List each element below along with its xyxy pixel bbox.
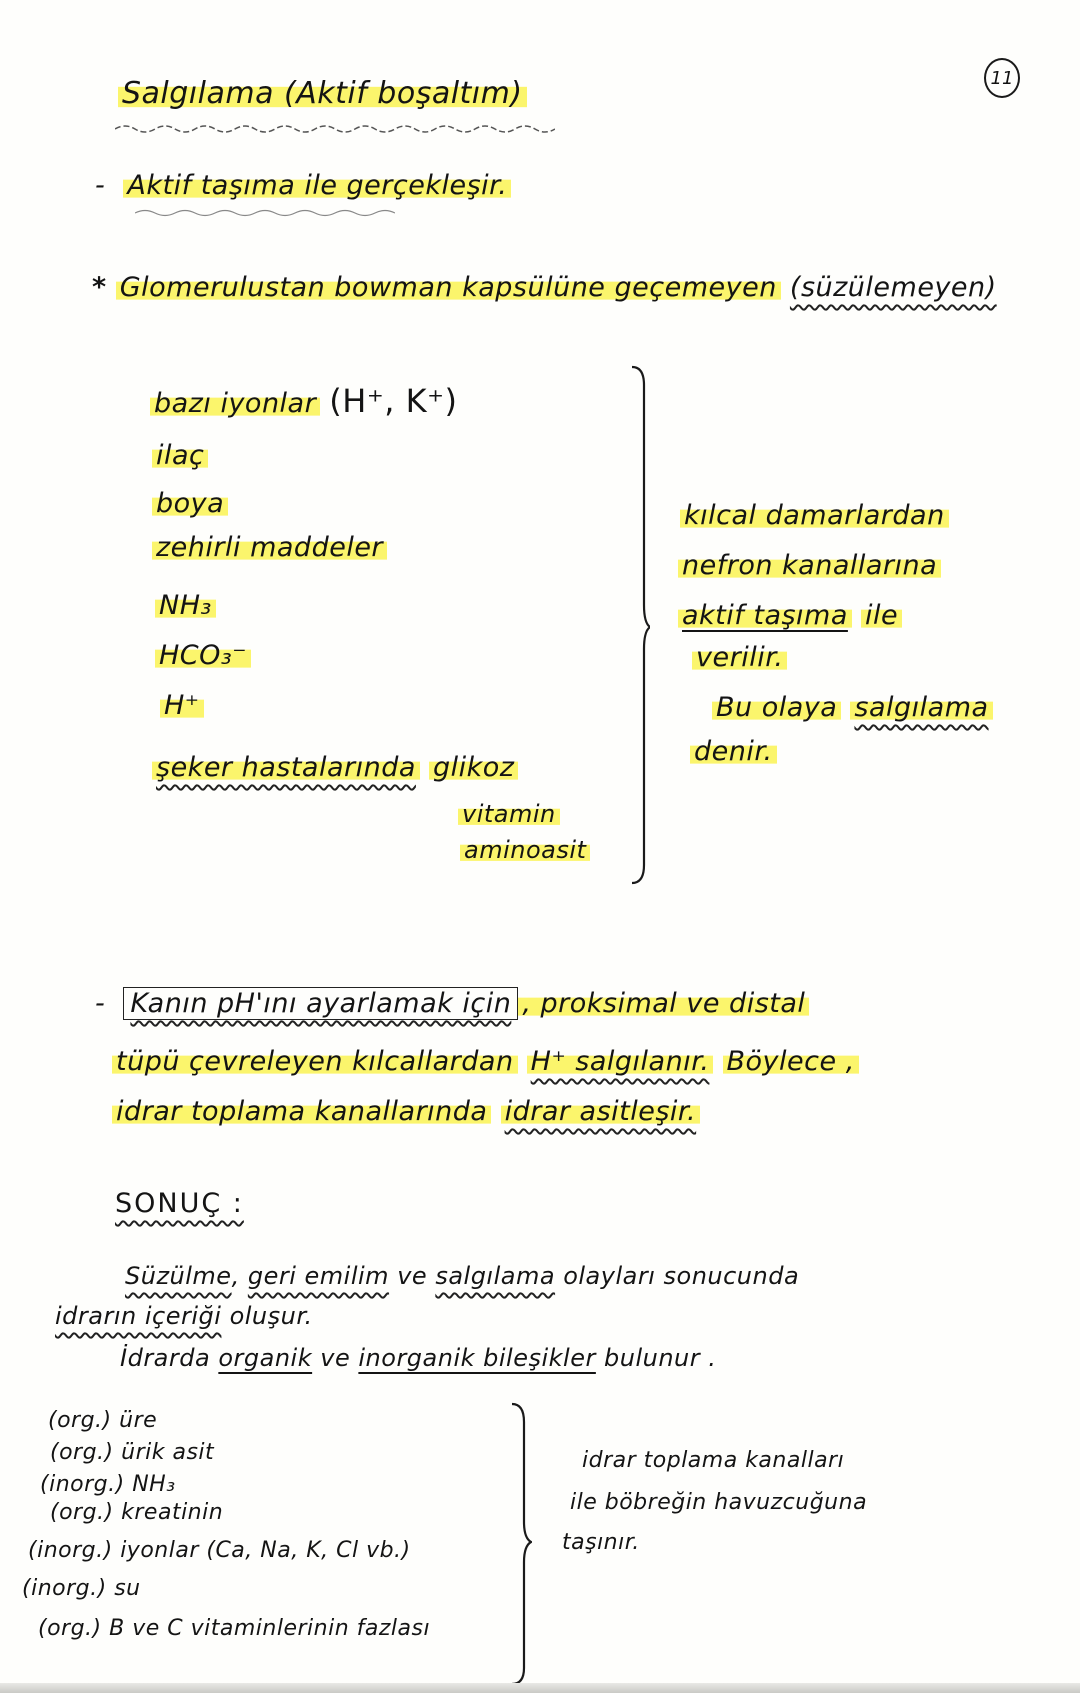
result-heading: [115, 1188, 244, 1219]
substance-label: H⁺: [160, 690, 204, 721]
substance-detail: glikoz: [429, 752, 518, 783]
urine-item-label: NH₃: [132, 1472, 176, 1497]
explanation-text: Bu olaya: [712, 692, 841, 723]
substance-label: zehirli maddeler: [152, 532, 387, 563]
urine-item-tag: (inorg.): [22, 1576, 107, 1601]
ph-note-text: Böylece ,: [723, 1046, 859, 1077]
explanation-line: [680, 500, 949, 531]
substance-item: [160, 690, 204, 721]
urine-item: [50, 1500, 223, 1525]
urine-explanation-line: [562, 1530, 640, 1555]
urine-item-tag: (org.): [50, 1440, 114, 1465]
dash-bullet: -: [95, 988, 106, 1019]
result-text: olayları sonucunda: [563, 1262, 800, 1290]
asterisk-icon: *: [92, 272, 107, 303]
result-text: İdrarda: [120, 1344, 211, 1372]
intro-line: [95, 170, 511, 201]
explanation-line: [678, 550, 941, 581]
explanation-text: verilir.: [692, 642, 787, 673]
ph-note-line-1: [95, 988, 809, 1019]
right-brace: [510, 1402, 532, 1687]
substance-label: boya: [152, 488, 228, 519]
page-number-text: 11: [990, 67, 1014, 89]
urine-item-label: kreatinin: [121, 1500, 224, 1525]
explanation-line: [678, 600, 902, 631]
page-bottom-edge: [0, 1683, 1080, 1693]
substance-item: [152, 752, 518, 783]
substance-label: vitamin: [458, 800, 560, 828]
urine-item-label: iyonlar (Ca, Na, K, Cl vb.): [120, 1538, 411, 1563]
term-suzulme: Süzülme: [125, 1262, 232, 1290]
result-paragraph-2: [55, 1302, 313, 1330]
intro-text: Aktif taşıma ile gerçekleşir.: [123, 170, 511, 201]
urine-item-label: su: [114, 1576, 141, 1601]
urine-item: [22, 1576, 141, 1601]
urine-item: [40, 1472, 176, 1497]
result-text: bulunur .: [604, 1344, 717, 1372]
ph-note-text: , proksimal ve distal: [518, 988, 809, 1019]
term-inorganik: inorganik bileşikler: [358, 1344, 596, 1372]
ph-note-text: tüpü çevreleyen kılcallardan: [112, 1046, 518, 1077]
connector-text: ve: [320, 1344, 351, 1372]
explanation-line: [712, 692, 993, 723]
substance-label: ilaç: [152, 440, 208, 471]
substance-item: [152, 532, 387, 563]
star-note-paren: (süzülemeyen): [789, 272, 997, 303]
boxed-phrase: Kanın pH'ını ayarlamak için: [123, 987, 518, 1020]
dash-bullet: -: [95, 170, 106, 201]
substance-item: [152, 488, 228, 519]
substance-label: HCO₃⁻: [155, 640, 251, 671]
explanation-text: nefron kanallarına: [678, 550, 941, 581]
substance-label: NH₃: [155, 590, 216, 621]
ph-note-line-3: [112, 1096, 700, 1127]
star-note-text: Glomerulustan bowman kapsülüne geçemeyen: [116, 272, 781, 303]
ph-note-text: idrar toplama kanallarında: [112, 1096, 491, 1127]
urine-item: [28, 1538, 411, 1563]
result-paragraph-1: [125, 1262, 799, 1290]
urine-item-label: B ve C vitaminlerinin fazlası: [109, 1616, 431, 1641]
urine-item-label: ürik asit: [121, 1440, 215, 1465]
urine-item-tag: (org.): [38, 1616, 102, 1641]
substance-detail: (H⁺, K⁺): [329, 382, 458, 420]
connector-text: ve: [397, 1262, 428, 1290]
explanation-term: salgılama: [850, 692, 992, 723]
term-geri-emilim: geri emilim: [247, 1262, 390, 1290]
substance-item: [460, 836, 590, 864]
intro-wavy-underline: [135, 208, 395, 218]
substance-item: [155, 640, 251, 671]
title-wavy-underline: [115, 123, 555, 133]
term-idrarin-icerigi: idrarın içeriği: [55, 1302, 222, 1330]
substance-item: [152, 440, 208, 471]
urine-explanation-line: [570, 1490, 867, 1515]
urine-explanation-line: [582, 1448, 844, 1473]
urine-item: [50, 1440, 214, 1465]
substance-label: şeker hastalarında: [152, 752, 420, 783]
term-organik: organik: [218, 1344, 313, 1372]
ph-note-line-2: [112, 1046, 859, 1077]
explanation-text: kılcal damarlardan: [680, 500, 949, 531]
urine-explanation-text: taşınır.: [562, 1530, 640, 1555]
ph-note-term: idrar asitleşir.: [501, 1096, 701, 1127]
urine-item-tag: (inorg.): [28, 1538, 113, 1563]
substance-item: [458, 800, 560, 828]
result-heading-text: SONUÇ :: [115, 1188, 244, 1219]
star-note: [92, 272, 997, 303]
right-brace: [630, 365, 650, 885]
ph-note-term: H⁺ salgılanır.: [527, 1046, 714, 1077]
urine-item-tag: (org.): [50, 1500, 114, 1525]
urine-item-label: üre: [119, 1408, 158, 1433]
result-paragraph-3: [120, 1344, 716, 1372]
substance-label: aminoasit: [460, 836, 590, 864]
separator: ,: [231, 1262, 240, 1290]
explanation-text: ile: [861, 600, 902, 631]
urine-item-tag: (inorg.): [40, 1472, 125, 1497]
explanation-line: [690, 736, 777, 767]
explanation-term: aktif taşıma: [678, 600, 852, 631]
urine-item-tag: (org.): [48, 1408, 112, 1433]
urine-item: [38, 1616, 430, 1641]
substance-item: [155, 590, 216, 621]
explanation-text: denir.: [690, 736, 777, 767]
urine-explanation-text: idrar toplama kanalları: [582, 1448, 845, 1473]
substance-label: bazı iyonlar: [150, 388, 320, 419]
substance-item: [150, 382, 457, 420]
result-text: oluşur.: [229, 1302, 313, 1330]
urine-item: [48, 1408, 157, 1433]
term-salgilama: salgılama: [435, 1262, 556, 1290]
explanation-line: [692, 642, 787, 673]
page-number: [984, 58, 1020, 98]
page-title-text: Salgılama (Aktif boşaltım): [118, 76, 527, 111]
urine-explanation-text: ile böbreğin havuzcuğuna: [570, 1490, 868, 1515]
page-title: [118, 76, 527, 111]
